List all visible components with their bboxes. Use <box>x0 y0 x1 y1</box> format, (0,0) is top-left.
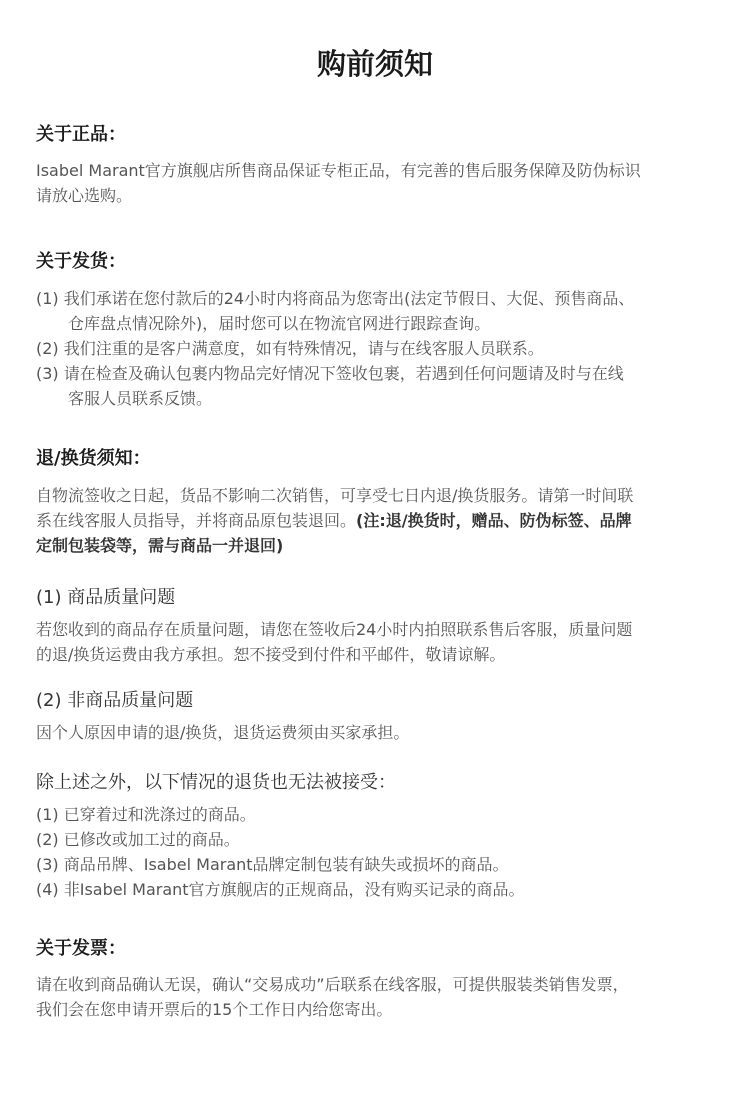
section-heading-returns: 退/换货须知： <box>36 448 151 469</box>
list-exceptions <box>36 802 720 902</box>
list-item: (2) 已修改或加工过的商品。 <box>36 830 240 849</box>
list-item: (2) 我们注重的是客户满意度，如有特殊情况，请与在线客服人员联系。 <box>36 339 544 358</box>
text-line: 我们会在您申请开票后的15个工作日内给您寄出。 <box>36 1000 393 1019</box>
list-item: (3) 商品吊牌、Isabel Marant品牌定制包装有缺失或损坏的商品。 <box>36 855 509 874</box>
section-heading-invoice: 关于发票： <box>36 938 126 959</box>
list-item: (1) 我们承诺在您付款后的24小时内将商品为您寄出(法定节假日、大促、预售商品、 <box>36 289 635 308</box>
list-shipping <box>36 286 720 411</box>
page-title: 购前须知 <box>316 47 433 81</box>
subsection-heading-non-quality: (2) 非商品质量问题 <box>36 690 194 711</box>
text-line <box>36 508 720 533</box>
subsection-heading-exceptions: 除上述之外，以下情况的退货也无法被接受： <box>36 772 396 793</box>
text-line: 因个人原因申请的退/换货，退货运费须由买家承担。 <box>36 723 410 742</box>
section-heading-authentic: 关于正品： <box>36 124 126 145</box>
paragraph-quality <box>36 617 720 667</box>
paragraph-invoice <box>36 972 720 1022</box>
text-line: 请放心选购。 <box>36 186 133 205</box>
paragraph-returns <box>36 483 720 558</box>
text-emphasis: (注:退/换货时，赠品、防伪标签、品牌 <box>356 511 632 530</box>
paragraph-non-quality <box>36 720 720 745</box>
text-line: 请在收到商品确认无误，确认“交易成功”后联系在线客服，可提供服装类销售发票， <box>36 975 629 994</box>
list-item: (1) 已穿着过和洗涤过的商品。 <box>36 805 256 824</box>
list-item: (3) 请在检查及确认包裹内物品完好情况下签收包裹，若遇到任何问题请及时与在线 <box>36 364 624 383</box>
subsection-heading-quality: (1) 商品质量问题 <box>36 587 176 608</box>
text-line: 若您收到的商品存在质量问题，请您在签收后24小时内拍照联系售后客服，质量问题 <box>36 620 633 639</box>
text-line: Isabel Marant官方旗舰店所售商品保证专柜正品，有完善的售后服务保障及防伪标识 <box>36 161 641 180</box>
text-normal: 系在线客服人员指导，并将商品原包装退回。 <box>36 511 357 530</box>
list-item: (4) 非Isabel Marant官方旗舰店的正规商品，没有购买记录的商品。 <box>36 880 525 899</box>
text-line: 自物流签收之日起，货品不影响二次销售，可享受七日内退/换货服务。请第一时间联 <box>36 486 634 505</box>
section-heading-shipping: 关于发货： <box>36 251 126 272</box>
list-item-continuation: 仓库盘点情况除外)，届时您可以在物流官网进行跟踪查询。 <box>68 314 491 333</box>
text-line: 的退/换货运费由我方承担。恕不接受到付件和平邮件，敬请谅解。 <box>36 645 506 664</box>
list-item-continuation: 客服人员联系反馈。 <box>68 389 213 408</box>
paragraph-authentic <box>36 158 720 208</box>
text-emphasis: 定制包装袋等，需与商品一并退回) <box>36 536 284 555</box>
